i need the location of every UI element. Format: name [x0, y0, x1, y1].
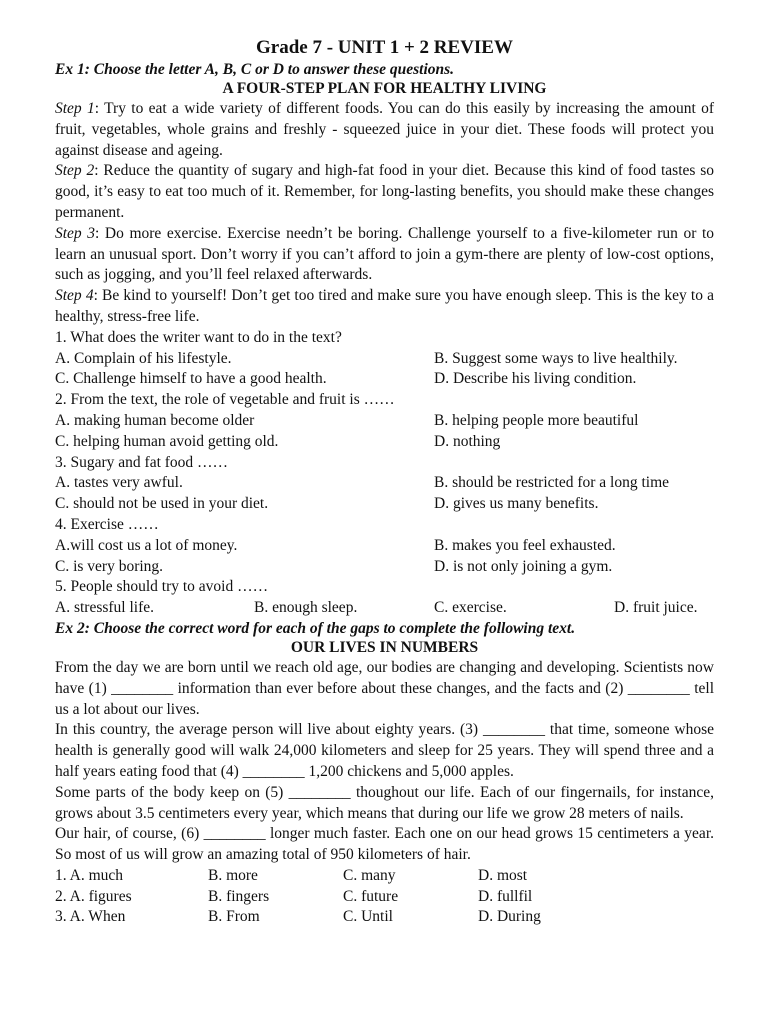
option-b: B. fingers: [208, 887, 270, 905]
option-b: B. From: [208, 908, 260, 926]
gap-options-row: [55, 887, 714, 908]
page-title: Grade 7 - UNIT 1 + 2 REVIEW: [256, 37, 513, 58]
step-3: Step 3: Do more exercise. Exercise needn’t be boring. Challenge yourself to a five-kilometer run or to learn an unusual sport. Don’t worry if you can’t afford to join a gym-there are plenty of low-cost options, such as jogging, and you’ll feel relaxed afterwards.: [55, 224, 714, 284]
option-a: A. tastes very awful.: [55, 474, 183, 492]
paragraph: From the day we are born until we reach old age, our bodies are changing and developing. Scientists now have (1) ________ information than ever before about these changes, and the facts and (2) ________ tell us a lot about our lives.: [55, 658, 714, 718]
gap-options-row: [55, 866, 714, 887]
step-2: Step 2: Reduce the quantity of sugary and high-fat food in your diet. Because this kind of food tastes so good, it’s easy to eat too much of it. Remember, for long-lasting benefits, you should make these changes permanent.: [55, 162, 715, 221]
ex2-heading: OUR LIVES IN NUMBERS: [290, 638, 479, 656]
option-c: C. Until: [343, 908, 393, 926]
paragraph: Some parts of the body keep on (5) ________ thoughout our life. Each of our fingernails, for instance, grows about 3.5 centimeters every year, which means that during our life we grow 28 meters of nails.: [55, 783, 714, 822]
option-b: B. helping people more beautiful: [434, 411, 639, 429]
question-3: 3. Sugary and fat food ……: [55, 453, 229, 471]
option-a: A.will cost us a lot of money.: [55, 536, 238, 554]
question-4: 4. Exercise ……: [55, 515, 159, 533]
option-a: A. stressful life.: [55, 599, 155, 617]
option-d: D. During: [478, 908, 541, 926]
option-b: B. enough sleep.: [254, 599, 358, 617]
option-b: B. should be restricted for a long time: [434, 474, 670, 492]
option-c: C. helping human avoid getting old.: [55, 432, 279, 450]
question-2: 2. From the text, the role of vegetable and fruit is ……: [55, 391, 395, 409]
option-b: B. makes you feel exhausted.: [434, 536, 616, 554]
option-c: C. should not be used in your diet.: [55, 495, 269, 513]
options-row: [55, 598, 714, 619]
paragraph: Our hair, of course, (6) ________ longer much faster. Each one on our head grows 15 centimeters a year. So most of us will grow an amazing total of 950 kilometers of hair.: [55, 825, 714, 864]
option-a: 1. A. much: [55, 866, 124, 884]
options-row: [55, 536, 714, 557]
option-b: B. Suggest some ways to live healthily.: [434, 349, 678, 367]
option-d: D. Describe his living condition.: [434, 370, 637, 388]
option-c: C. future: [343, 887, 399, 905]
option-d: D. gives us many benefits.: [434, 495, 599, 513]
option-d: D. fullfil: [478, 887, 533, 905]
options-row: [55, 557, 714, 578]
option-c: C. is very boring.: [55, 557, 164, 575]
option-a: 2. A. figures: [55, 887, 132, 905]
step-4: Step 4: Be kind to yourself! Don’t get too tired and make sure you have enough sleep. This is the key to a healthy, stress-free life.: [55, 287, 714, 325]
gap-options-row: [55, 907, 714, 928]
option-a: A. Complain of his lifestyle.: [55, 349, 232, 367]
options-row: [55, 411, 714, 432]
option-c: C. many: [343, 866, 396, 884]
options-row: [55, 432, 714, 453]
options-row: [55, 349, 714, 370]
option-d: D. fruit juice.: [614, 599, 698, 617]
options-row: [55, 473, 714, 494]
paragraph: In this country, the average person will live about eighty years. (3) ________ that time, someone whose health is generally good will walk 24,000 kilometers and sleep for 25 years. They will spend three and a half years eating food that (4) ________ 1,200 chickens and 5,000 apples.: [55, 721, 714, 780]
option-a: A. making human become older: [55, 411, 255, 429]
step-1: Step 1: Try to eat a wide variety of different foods. You can do this easily by increasing the amount of fruit, vegetables, whole grains and freshly - squeezed juice in your diet. These foods will protect you against disease and ageing.: [55, 100, 714, 159]
options-row: [55, 494, 714, 515]
option-b: B. more: [208, 866, 258, 884]
option-c: C. exercise.: [434, 599, 507, 617]
option-a: 3. A. When: [55, 908, 126, 926]
question-1: 1. What does the writer want to do in the text?: [55, 328, 342, 346]
ex1-instruction: Ex 1: Choose the letter A, B, C or D to answer these questions.: [55, 61, 455, 78]
ex2-instruction: Ex 2: Choose the correct word for each of the gaps to complete the following text.: [55, 619, 576, 637]
ex1-heading: A FOUR-STEP PLAN FOR HEALTHY LIVING: [222, 80, 547, 97]
option-d: D. most: [478, 866, 528, 884]
option-c: C. Challenge himself to have a good health.: [55, 370, 327, 388]
option-d: D. nothing: [434, 432, 501, 450]
option-d: D. is not only joining a gym.: [434, 557, 613, 575]
options-row: [55, 369, 714, 390]
question-5: 5. People should try to avoid ……: [55, 578, 269, 596]
